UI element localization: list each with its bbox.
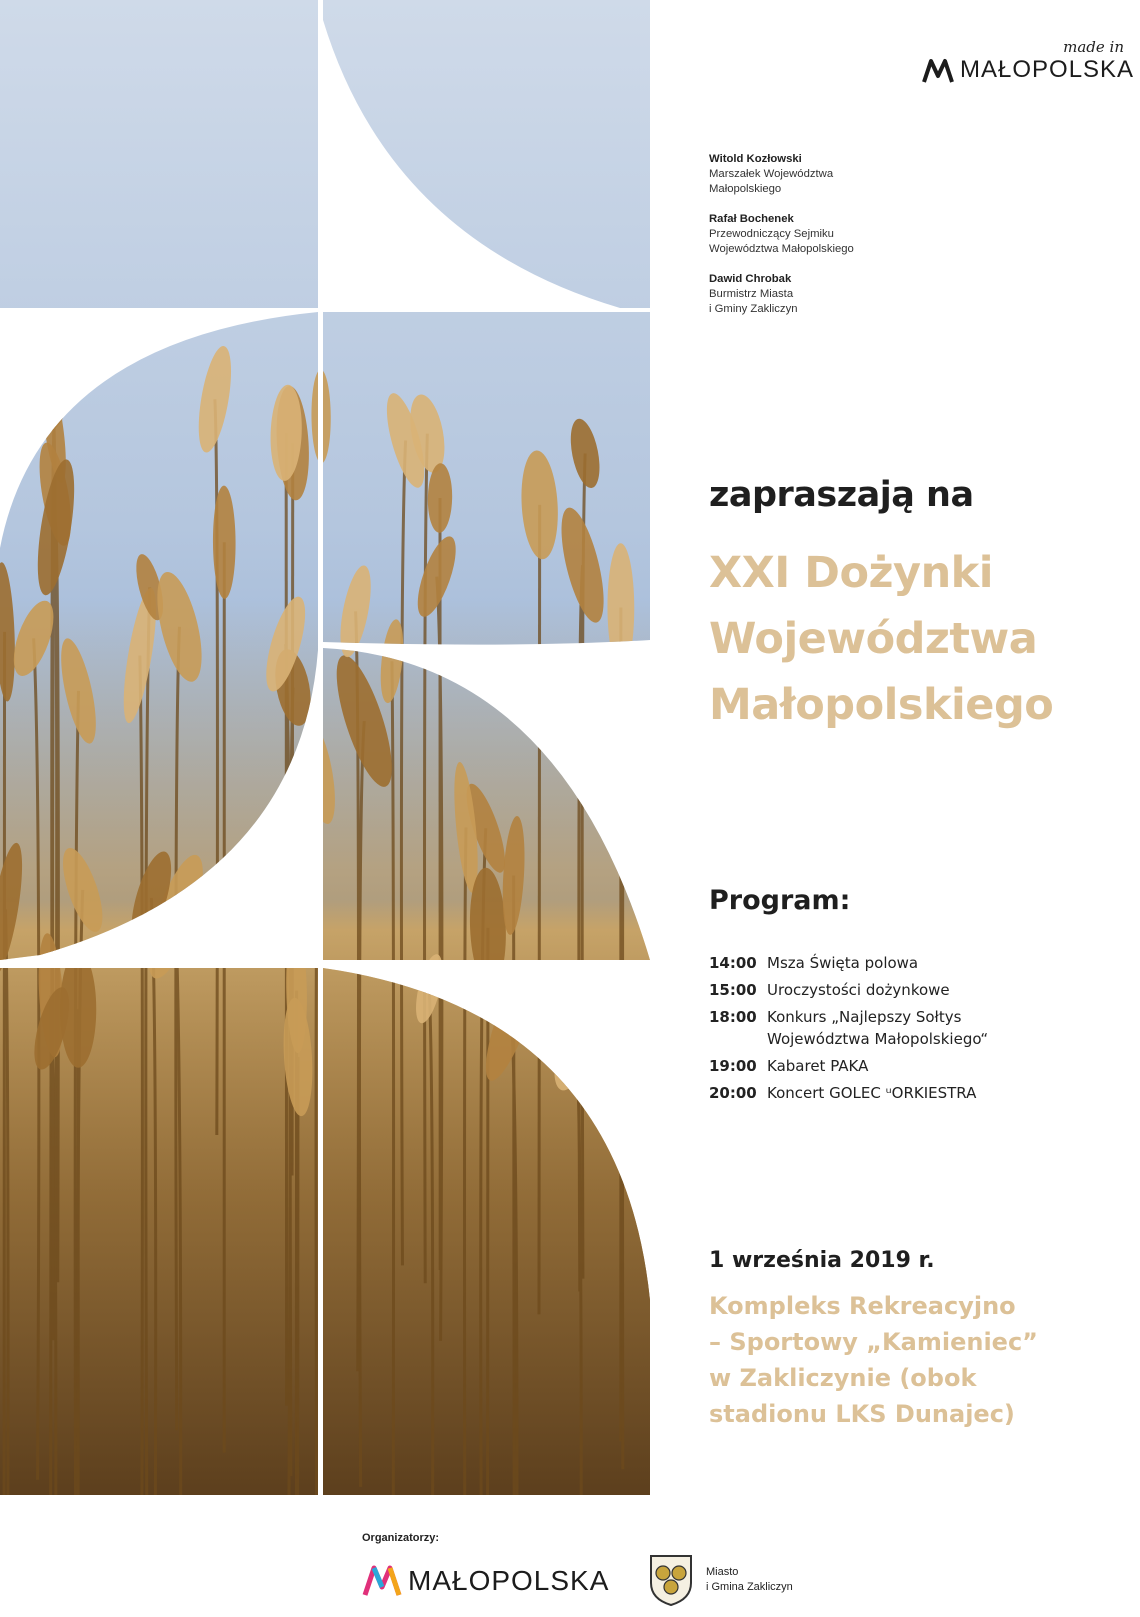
wheat-stalk — [286, 433, 287, 1406]
program-item — [709, 1006, 1129, 1050]
host-entry — [709, 272, 1009, 317]
wheat-stalk — [622, 740, 623, 1469]
host-role: Przewodniczący Sejmiku — [709, 228, 834, 240]
wheat-stalk — [487, 928, 488, 1617]
organizer-zakliczyn-text — [706, 1565, 793, 1595]
host-name: Dawid Chrobak — [709, 273, 792, 285]
organizers-label: Organizatorzy: — [362, 1532, 440, 1544]
wheat-stalk — [539, 505, 540, 1314]
host-role: Małopolskiego — [709, 183, 782, 195]
wheat-ear — [608, 682, 639, 799]
event-title — [709, 540, 1053, 738]
wheat-stalk — [392, 661, 394, 1578]
host-entry — [709, 152, 1009, 197]
organizer-malopolska — [362, 1563, 622, 1599]
wheat-stalk — [4, 632, 5, 1504]
program-event: Uroczystości dożynkowe — [767, 981, 950, 999]
invite-heading: zapraszają na — [709, 475, 974, 515]
host-role: Województwa Małopolskiego — [709, 243, 854, 255]
organizer-zakliczyn — [648, 1553, 848, 1611]
organizer-wordmark: MAŁOPOLSKA — [408, 1565, 610, 1596]
program-item — [709, 1082, 1129, 1104]
host-name: Witold Kozłowski — [709, 153, 802, 165]
program-time: 19:00 — [709, 1057, 757, 1075]
program-list — [709, 952, 1129, 1109]
program-item — [709, 952, 1129, 974]
program-time: 14:00 — [709, 954, 757, 972]
program-event: Msza Święta polowa — [767, 954, 919, 972]
host-name: Rafał Bochenek — [709, 213, 794, 225]
program-item — [709, 1055, 1129, 1077]
host-role: Burmistrz Miasta — [709, 288, 794, 300]
made-in-label: made in — [1063, 38, 1124, 56]
malopolska-logo-icon — [922, 58, 954, 84]
program-event: Koncert GOLEC ᵘORKIESTRA — [767, 1084, 977, 1102]
program-time: 15:00 — [709, 981, 757, 999]
wheat-stalk — [316, 773, 319, 1523]
event-title-line: Województwa — [709, 614, 1038, 664]
wheat-stalk — [465, 827, 466, 1617]
event-venue — [709, 1288, 1139, 1432]
venue-line: – Sportowy „Kamieniec” — [709, 1328, 1038, 1356]
venue-line: Kompleks Rekreacyjno — [709, 1292, 1016, 1320]
wheat-stalk — [297, 1057, 298, 1617]
program-time: 18:00 — [709, 1008, 757, 1026]
venue-line: w Zakliczynie (obok — [709, 1364, 977, 1392]
wheat-ear — [60, 951, 96, 1068]
program-item — [709, 979, 1129, 1001]
event-date: 1 września 2019 r. — [709, 1248, 935, 1273]
host-role: i Gminy Zakliczyn — [709, 303, 798, 315]
made-in-malopolska-brand — [922, 38, 1135, 88]
program-heading: Program: — [709, 885, 851, 916]
malopolska-logo-icon — [362, 1565, 402, 1597]
event-title-line: Małopolskiego — [709, 680, 1054, 730]
host-role: Marszałek Województwa — [709, 168, 834, 180]
wheat-stalk — [514, 875, 515, 1617]
brand-wordmark: MAŁOPOLSKA — [960, 56, 1135, 83]
host-entry — [709, 212, 1009, 257]
hosts-list — [709, 152, 1009, 332]
program-time: 20:00 — [709, 1084, 757, 1102]
zakliczyn-crest-icon — [648, 1553, 694, 1607]
program-event: Kabaret PAKA — [767, 1057, 869, 1075]
event-title-line: XXI Dożynki — [709, 548, 994, 598]
organizer-zakliczyn-line: i Gmina Zakliczyn — [706, 1581, 793, 1593]
venue-line: stadionu LKS Dunajec) — [709, 1400, 1015, 1428]
organizer-zakliczyn-line: Miasto — [706, 1566, 739, 1578]
program-event: Konkurs „Najlepszy Sołtys Województwa Małopolskiego“ — [767, 1008, 989, 1048]
